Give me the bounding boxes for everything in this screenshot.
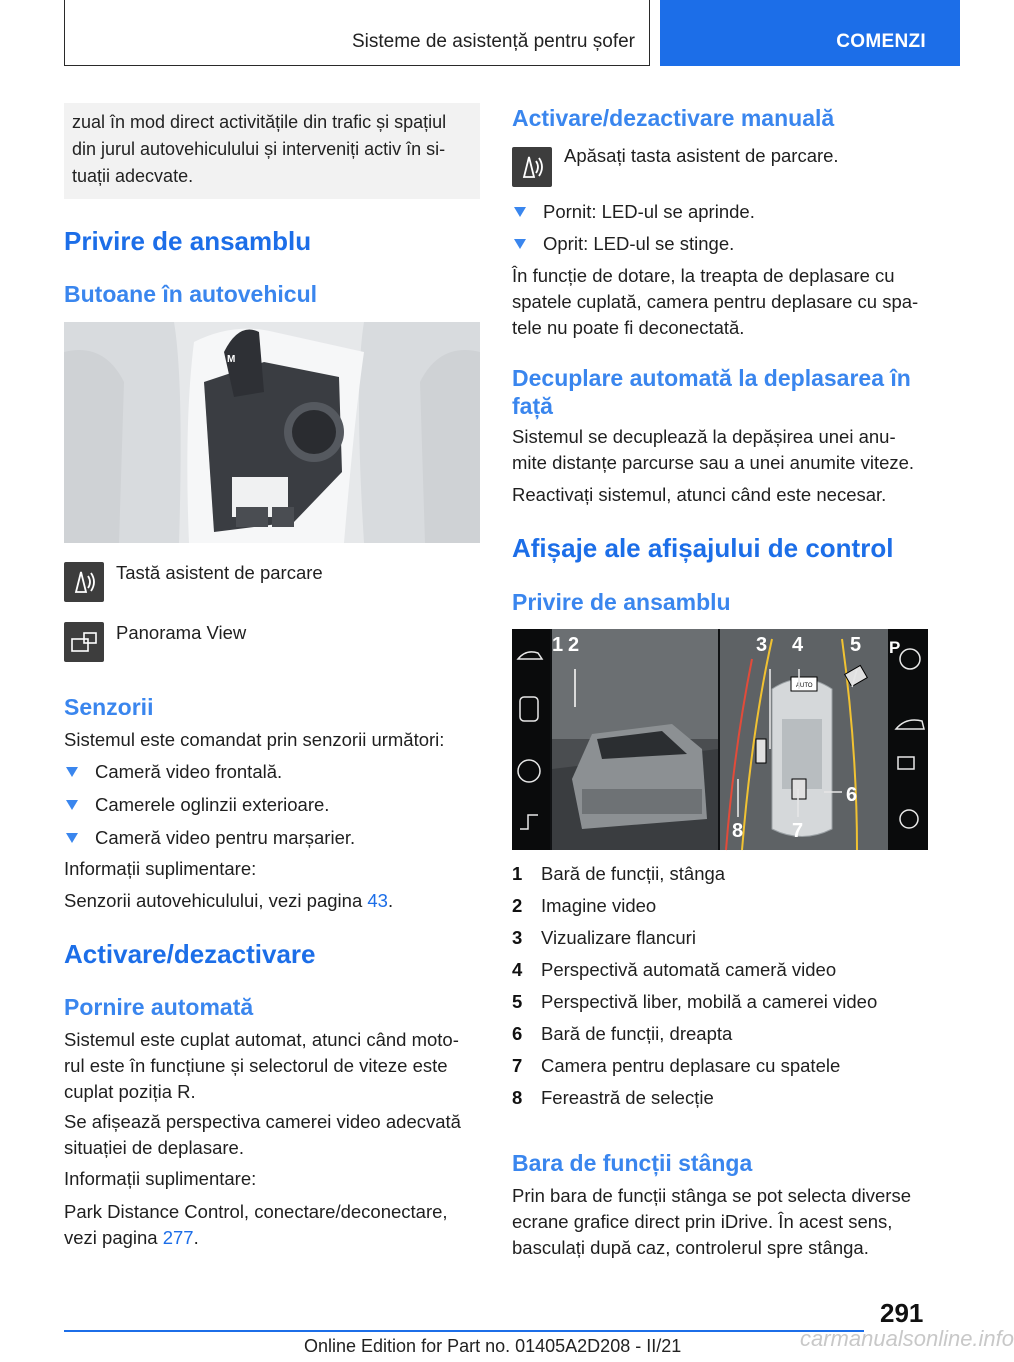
heading-auto-start: Pornire automată	[64, 994, 254, 1020]
sensors-intro: Sistemul este comandat prin senzorii următori:	[64, 729, 445, 750]
chapter-tab-label: COMENZI	[836, 31, 926, 52]
equip-text: În funcție de dotare, la treapta de deplasare cu spatele cuplată, camera pentru deplasare cu spa- tele nu poate fi deconectată.	[512, 265, 919, 338]
legend-number: 1	[512, 863, 523, 884]
sensor-bullet: Cameră video frontală.	[66, 759, 282, 785]
watermark-logo: carmanualsonline.info	[800, 1326, 1014, 1351]
legend-text: Bară de funcții, stânga	[541, 863, 726, 884]
park-assist-button-icon	[64, 562, 104, 602]
auto-start-text: Sistemul este cuplat automat, atunci când moto- rul este în funcțiune și selectorul de viteze este cuplat poziția R.	[64, 1029, 459, 1102]
control-display-illustration	[512, 629, 928, 850]
bullet-triangle-icon	[514, 239, 526, 249]
sensor-bullet: Cameră video pentru marșarier.	[66, 825, 355, 851]
reactivate-text: Reactivați sistemul, atunci când este necesar.	[512, 484, 887, 505]
footer-edition: Online Edition for Part no. 01405A2D208 - II/21	[304, 1336, 682, 1356]
legend-text: Bară de funcții, dreapta	[541, 1023, 733, 1044]
icon-label-park-assist: Tastă asistent de parcare	[116, 562, 323, 583]
legend-number: 5	[512, 991, 523, 1012]
heading-overview: Privire de ansamblu	[64, 226, 312, 256]
section-title: Sisteme de asistență pentru șofer	[351, 31, 635, 52]
icon-label-panorama: Panorama View	[116, 622, 247, 643]
callout-7: 7	[792, 820, 804, 842]
bullet-triangle-icon	[66, 767, 78, 777]
left-bar-text: Prin bara de funcții stânga se pot selecta diverse ecrane grafice direct prin iDrive. În acest sens, basculați după caz, controlerul spre stânga.	[512, 1185, 912, 1258]
legend-text: Perspectivă automată cameră video	[541, 959, 837, 980]
pdc-ref: Park Distance Control, conectare/deconectare, vezi pagina 277.	[64, 1201, 448, 1248]
note-line: din jurul autovehiculului și interveniți activ în si-	[72, 139, 446, 159]
note-box	[64, 103, 480, 199]
legend-text: Perspectivă liber, mobilă a camerei video	[541, 991, 878, 1012]
heading-left-bar: Bara de funcții stânga	[512, 1150, 753, 1176]
info-label: Informații suplimentare:	[64, 1168, 257, 1189]
auto-badge: AUTO	[796, 683, 813, 689]
heading-manual: Activare/dezactivare manuală	[512, 105, 835, 131]
info-label: Informații suplimentare:	[64, 858, 257, 879]
svg-text:M: M	[227, 354, 236, 365]
manual-text: Apăsați tasta asistent de parcare.	[564, 145, 839, 166]
page-link-43[interactable]: 43	[367, 890, 388, 911]
legend-text: Imagine video	[541, 895, 657, 916]
sensor-ref: Senzorii autovehiculului, vezi pagina 43.	[64, 890, 394, 911]
bullet-triangle-icon	[66, 833, 78, 843]
heading-auto-off: Decuplare automată la deplasarea în față	[512, 365, 911, 419]
chapter-tab[interactable]	[660, 0, 960, 66]
callout-4: 4	[792, 634, 804, 656]
legend-number: 3	[512, 927, 523, 948]
heading-displays: Afișaje ale afișajului de control	[512, 533, 894, 563]
note-line: tuații adecvate.	[72, 166, 194, 186]
heading-sensors: Senzorii	[64, 694, 154, 720]
page-number: 291	[880, 1298, 924, 1328]
sensor-bullet: Camerele oglinzii exterioare.	[66, 792, 329, 818]
park-assist-button-icon	[512, 147, 552, 187]
header-box	[64, 0, 650, 66]
callout-1: 1	[552, 634, 564, 656]
legend-number: 8	[512, 1087, 523, 1108]
legend-number: 7	[512, 1055, 523, 1076]
callout-2: 2	[568, 634, 580, 656]
callout-8: 8	[732, 820, 744, 842]
footer-divider	[64, 1330, 864, 1332]
legend-number: 2	[512, 895, 523, 916]
manual-bullet: Oprit: LED-ul se stinge.	[514, 231, 734, 257]
legend-text: Fereastră de selecție	[541, 1087, 714, 1108]
heading-overview-2: Privire de ansamblu	[512, 589, 731, 615]
panorama-view-icon	[64, 622, 104, 662]
auto-off-text: Sistemul se decuplează la depășirea unei anu- mite distanțe parcurse sau a unei anumite viteze.	[512, 426, 915, 473]
legend-text: Camera pentru deplasare cu spatele	[541, 1055, 841, 1076]
display-text: Se afișează perspectiva camerei video adecvată situației de deplasare.	[64, 1111, 461, 1158]
legend-text: Vizualizare flancuri	[541, 927, 696, 948]
legend-number: 6	[512, 1023, 523, 1044]
page-link-277[interactable]: 277	[162, 1227, 194, 1248]
svg-text:P: P	[889, 638, 901, 657]
console-illustration	[64, 322, 480, 543]
legend-number: 4	[512, 959, 523, 980]
callout-5: 5	[850, 634, 862, 656]
bullet-triangle-icon	[66, 800, 78, 810]
bullet-triangle-icon	[514, 207, 526, 217]
heading-buttons: Butoane în autovehicul	[64, 281, 318, 307]
manual-bullet: Pornit: LED-ul se aprinde.	[514, 199, 755, 225]
callout-3: 3	[756, 634, 768, 656]
callout-6: 6	[846, 784, 858, 806]
note-line: zual în mod direct activitățile din trafic și spațiul	[72, 112, 447, 132]
heading-activation: Activare/dezactivare	[64, 939, 316, 969]
